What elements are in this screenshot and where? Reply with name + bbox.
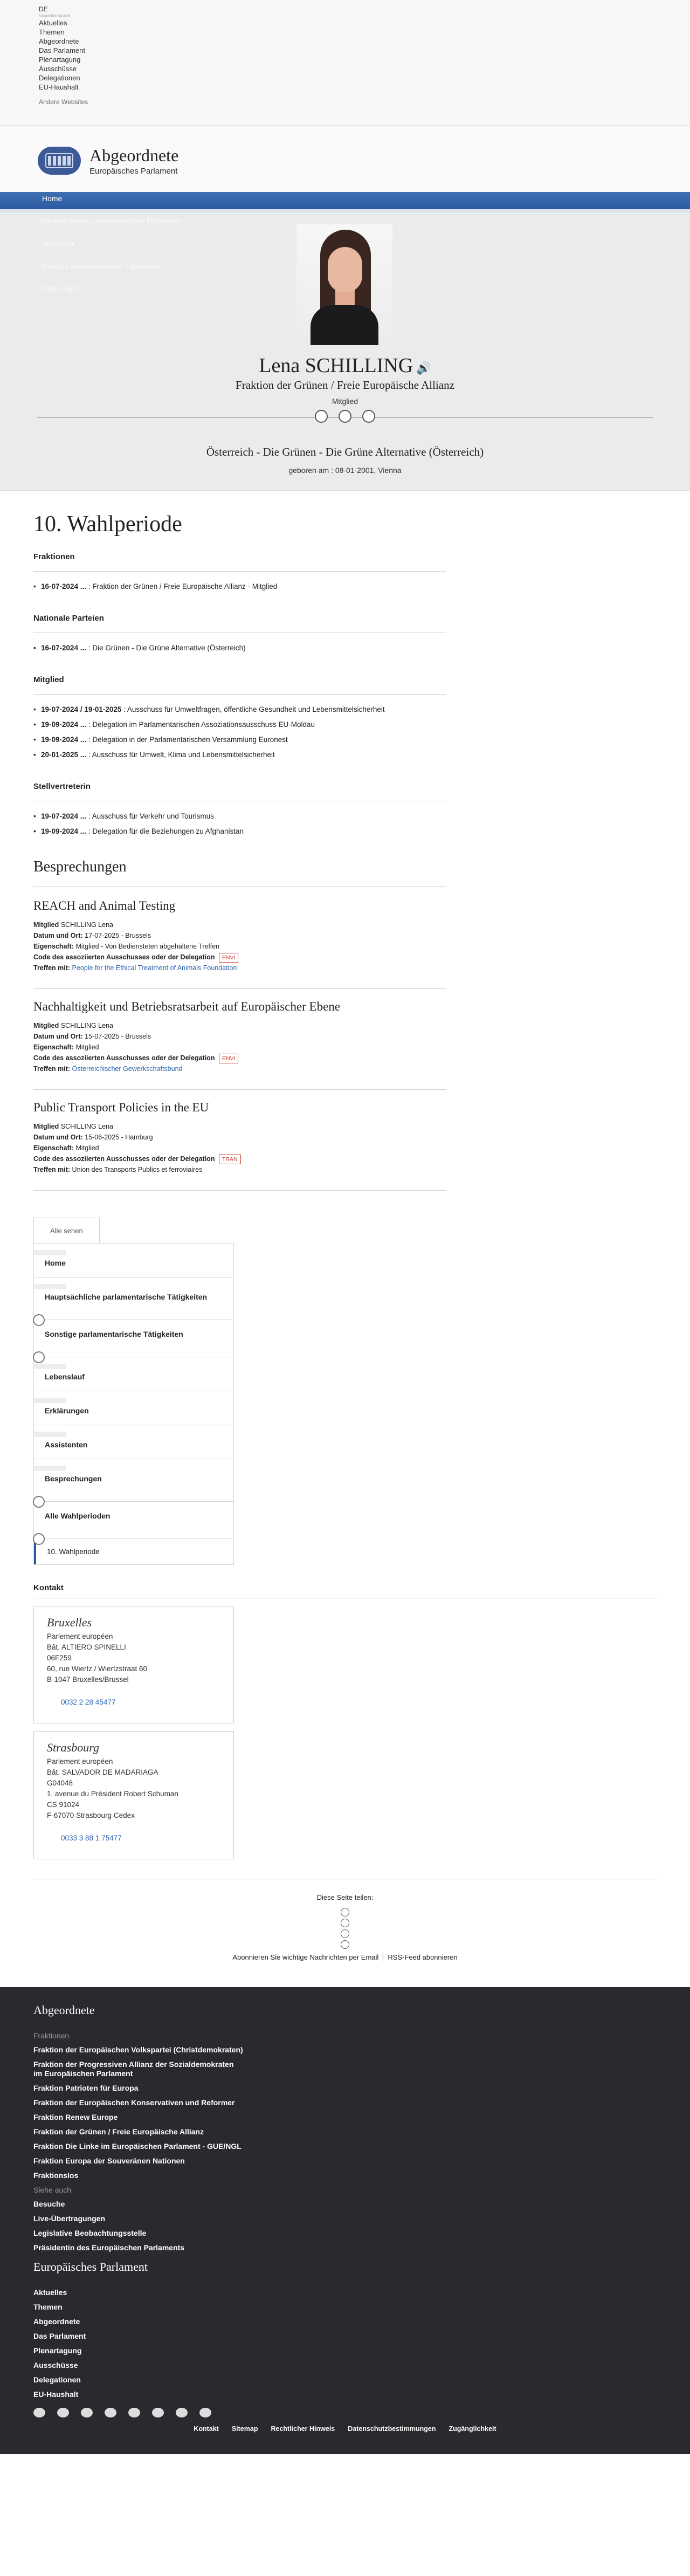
meeting-item	[33, 1101, 446, 1191]
subscribe-rss-link[interactable]: RSS-Feed abonnieren	[388, 1953, 458, 1961]
office-address-line: 60, rue Wiertz / Wiertzstraat 60	[47, 1665, 148, 1673]
meeting-label: Mitglied	[33, 921, 59, 929]
meeting-row	[33, 941, 446, 952]
footer-ep-link[interactable]: Abgeordnete	[33, 2317, 80, 2326]
office-address-line: Bât. SALVADOR DE MADARIAGA	[47, 1768, 158, 1776]
meeting-row	[33, 1153, 446, 1164]
office-address-line: B-1047 Bruxelles/Brussel	[47, 1675, 129, 1684]
footer-faction-link[interactable]: Fraktion der Grünen / Freie Europäische Allianz	[33, 2127, 204, 2136]
item-text: : Ausschuss für Umweltfragen, öffentliche Gesundheit und Lebensmittelsicherheit	[121, 705, 385, 713]
footer-faction-link[interactable]: Fraktion Die Linke im Europäischen Parlament - GUE/NGL	[33, 2142, 242, 2151]
mep-profile-header	[0, 212, 690, 491]
item-text: : Die Grünen - Die Grüne Alternative (Österreich)	[86, 644, 246, 652]
footer-title[interactable]: Abgeordnete	[33, 2003, 95, 2017]
meeting-row	[33, 1031, 446, 1042]
section-item	[33, 717, 446, 732]
section-title: Stellvertreterin	[33, 782, 446, 801]
section-title: Mitglied	[33, 675, 446, 695]
nav-cv[interactable]: Lebenslauf	[34, 1357, 233, 1391]
language-selector[interactable]: DE	[39, 5, 48, 13]
mep-photo	[296, 224, 392, 345]
section-list	[33, 809, 446, 839]
meeting-row	[33, 952, 446, 963]
footer-legal-link[interactable]: Zugänglichkeit	[448, 2425, 496, 2433]
footer-ep-link[interactable]: Aktuelles	[33, 2288, 67, 2297]
section-item	[33, 747, 446, 763]
section-list	[33, 579, 446, 594]
item-date: 16-07-2024 ...	[41, 644, 87, 652]
meeting-date: 17-07-2025 - Brussels	[85, 932, 151, 939]
meeting-date: 15-07-2025 - Brussels	[85, 1033, 151, 1040]
social-icon-2[interactable]	[339, 410, 351, 423]
section-title: Nationale Parteien	[33, 614, 446, 633]
footer-faction-link[interactable]: Fraktion Patrioten für Europa	[33, 2084, 139, 2092]
item-text: : Ausschuss für Umwelt, Klima und Lebensmittelsicherheit	[86, 751, 275, 759]
see-all-tab[interactable]: Alle sehen	[33, 1218, 100, 1244]
footer-see-also-label: Siehe auch	[33, 2186, 72, 2194]
office-address-line: CS 91024	[47, 1801, 80, 1809]
nav-all-terms[interactable]: Alle Wahlperioden	[34, 1502, 233, 1539]
social-icon-1[interactable]	[315, 410, 328, 423]
footer-legal-link[interactable]: Datenschutzbestimmungen	[348, 2425, 436, 2433]
footer-factions-label: Fraktionen	[33, 2031, 70, 2040]
meetings-list	[33, 899, 446, 1191]
office-address-line: Parlement européen	[47, 1757, 113, 1766]
offices-list	[33, 1606, 657, 1859]
meeting-capacity: Mitglied - Von Bediensteten abgehaltene Treffen	[75, 943, 220, 950]
top-menu-item[interactable]: Delegationen	[39, 74, 80, 82]
social-links	[0, 410, 690, 423]
meeting-label: Treffen mit:	[33, 964, 71, 972]
site-footer	[0, 1987, 690, 2454]
item-date: 19-09-2024 ...	[41, 736, 87, 744]
meeting-item	[33, 899, 446, 989]
mep-faction: Fraktion der Grünen / Freie Europäische Allianz	[236, 379, 454, 391]
meeting-row	[33, 1042, 446, 1053]
meeting-member: SCHILLING Lena	[60, 921, 113, 929]
share-block	[33, 1879, 657, 1961]
item-text: : Delegation in der Parlamentarischen Versammlung Euronest	[86, 736, 288, 744]
nav-assistants[interactable]: Assistenten	[34, 1425, 233, 1459]
footer-see-also-link[interactable]: Präsidentin des Europäischen Parlaments	[33, 2243, 185, 2252]
ghost-link-activities[interactable]: Hauptsächliche parlamentarische Tätigkeiten	[41, 217, 181, 225]
main-nav	[0, 192, 690, 209]
divider	[0, 125, 690, 126]
share-icon[interactable]	[341, 1908, 349, 1916]
footer-ep-link[interactable]: Themen	[33, 2303, 63, 2311]
meeting-row	[33, 1020, 446, 1031]
share-icon[interactable]	[341, 1940, 349, 1949]
footer-faction-link[interactable]: Fraktionslos	[33, 2171, 79, 2180]
footer-ep-link[interactable]: Ausschüsse	[33, 2361, 78, 2369]
social-icon[interactable]	[57, 2408, 69, 2417]
office-card	[33, 1606, 234, 1723]
meeting-title: Public Transport Policies in the EU	[33, 1101, 209, 1114]
social-icon[interactable]	[152, 2408, 164, 2417]
item-text: : Ausschuss für Verkehr und Tourismus	[86, 812, 214, 820]
office-phone-link[interactable]: 0032 2 28 45477	[61, 1698, 116, 1706]
share-icon[interactable]	[341, 1929, 349, 1938]
social-icon[interactable]	[81, 2408, 93, 2417]
footer-ep-links	[33, 2288, 657, 2399]
item-date: 19-07-2024 ...	[41, 812, 87, 820]
mep-name-block	[0, 354, 690, 377]
meeting-label: Eigenschaft:	[33, 1144, 74, 1152]
meeting-code: ENVI	[219, 1054, 239, 1063]
item-date: 19-07-2024 / 19-01-2025	[41, 705, 122, 713]
ghost-link-cv[interactable]: Lebenslauf	[41, 239, 75, 248]
footer-factions-list	[33, 2045, 657, 2180]
nav-meetings[interactable]: Besprechungen	[34, 1459, 233, 1502]
footer-legal-link[interactable]: Rechtlicher Hinweis	[271, 2425, 335, 2433]
meeting-code: ENVI	[219, 953, 239, 963]
meeting-date: 15-06-2025 - Hamburg	[85, 1134, 153, 1141]
item-text: : Delegation im Parlamentarischen Assoziationsausschuss EU-Moldau	[86, 720, 315, 729]
section-item	[33, 702, 446, 717]
nav-term-10[interactable]: 10. Wahlperiode	[34, 1539, 233, 1564]
footer-faction-link[interactable]: Fraktion Renew Europe	[33, 2113, 118, 2121]
social-icon[interactable]	[176, 2408, 188, 2417]
expand-circle-icon[interactable]	[33, 1533, 45, 1545]
meeting-row	[33, 930, 446, 941]
nav-main-activities[interactable]: Hauptsächliche parlamentarische Tätigkeiten	[34, 1277, 233, 1320]
footer-see-also-link[interactable]: Legislative Beobachtungsstelle	[33, 2229, 147, 2237]
top-bar	[0, 0, 690, 129]
footer-ep-link[interactable]: Plenartagung	[33, 2346, 82, 2355]
page-title: 10. Wahlperiode	[33, 512, 182, 537]
share-icons	[33, 1908, 657, 1949]
office-city: Bruxelles	[47, 1616, 92, 1629]
social-icon[interactable]	[33, 2408, 45, 2417]
meeting-label: Mitglied	[33, 1022, 59, 1029]
office-address-line: Bât. ALTIERO SPINELLI	[47, 1643, 126, 1651]
footer-faction-link[interactable]: Fraktion Europa der Souveränen Nationen	[33, 2156, 185, 2165]
meeting-title: Nachhaltigkeit und Betriebsratsarbeit auf Europäischer Ebene	[33, 1000, 341, 1013]
section-item	[33, 579, 446, 594]
meeting-row	[33, 1132, 446, 1143]
meeting-row	[33, 1143, 446, 1153]
meeting-with[interactable]: People for the Ethical Treatment of Animals Foundation	[72, 964, 237, 972]
meeting-row	[33, 1053, 446, 1063]
parliament-logo-icon[interactable]	[38, 147, 81, 175]
footer-legal-link[interactable]: Kontakt	[194, 2425, 219, 2433]
footer-ep-link[interactable]: EU-Haushalt	[33, 2390, 79, 2399]
mep-role: Mitglied	[332, 397, 358, 406]
contact-title: Kontakt	[33, 1583, 657, 1598]
office-address-line: Parlement européen	[47, 1632, 113, 1640]
term-sections	[33, 552, 446, 839]
meeting-label: Eigenschaft:	[33, 1043, 74, 1051]
footer-ep-link[interactable]: Das Parlament	[33, 2332, 86, 2340]
item-date: 19-09-2024 ...	[41, 720, 87, 729]
top-menu-item[interactable]: Aktuelles	[39, 19, 67, 27]
office-address-line: F-67070 Strasbourg Cedex	[47, 1811, 135, 1819]
meeting-member: SCHILLING Lena	[60, 1022, 113, 1029]
mep-birth: geboren am : 08-01-2001, Vienna	[288, 466, 402, 475]
section-list	[33, 641, 446, 656]
item-date: 20-01-2025 ...	[41, 751, 87, 759]
footer-legal-link[interactable]: Sitemap	[231, 2425, 258, 2433]
footer-social-icons	[33, 2408, 657, 2417]
language-selected-label: Ausgewählte Sprache	[39, 15, 71, 18]
section-item	[33, 732, 446, 747]
social-icon[interactable]	[128, 2408, 140, 2417]
nav-home-link[interactable]: Home	[42, 194, 63, 203]
item-date: 16-07-2024 ...	[41, 582, 87, 590]
meeting-row	[33, 963, 446, 973]
footer-ep-title[interactable]: Europäisches Parlament	[33, 2260, 148, 2273]
footer-faction-link[interactable]: Fraktion der Europäischen Konservativen und Reformer	[33, 2098, 235, 2107]
office-phone-link[interactable]: 0033 3 88 1 75477	[61, 1834, 122, 1842]
site-subtitle: Europäisches Parlament	[89, 167, 178, 176]
meeting-with[interactable]: Österreichischer Gewerkschaftsbund	[72, 1065, 183, 1073]
mep-name: Lena SCHILLING	[259, 354, 413, 377]
share-title: Diese Seite teilen:	[316, 1893, 374, 1901]
meeting-row	[33, 1121, 446, 1132]
meeting-label: Datum und Ort:	[33, 1134, 83, 1141]
top-menu-item[interactable]: Abgeordnete	[39, 37, 79, 45]
meeting-label: Eigenschaft:	[33, 943, 74, 950]
section-item	[33, 824, 446, 839]
footer-see-also-list	[33, 2200, 657, 2252]
item-date: 19-09-2024 ...	[41, 827, 87, 835]
section-title: Fraktionen	[33, 552, 446, 572]
top-menu-item[interactable]: Ausschüsse	[39, 65, 77, 73]
item-text: : Fraktion der Grünen / Freie Europäische Allianz - Mitglied	[86, 582, 278, 590]
meeting-capacity: Mitglied	[75, 1144, 99, 1152]
item-text: : Delegation für die Beziehungen zu Afghanistan	[86, 827, 244, 835]
meeting-code: TRAN	[219, 1155, 241, 1164]
site-header	[0, 129, 690, 192]
subscribe-email-link[interactable]: Abonnieren Sie wichtige Nachrichten per Email	[232, 1953, 379, 1961]
top-menu-item[interactable]: Themen	[39, 28, 65, 36]
meeting-label: Code des assoziierten Ausschusses oder der Delegation	[33, 953, 215, 961]
meeting-item	[33, 1000, 446, 1090]
office-city: Strasbourg	[47, 1741, 99, 1754]
social-icon[interactable]	[105, 2408, 116, 2417]
meeting-title: REACH and Animal Testing	[33, 899, 176, 912]
social-icon-3[interactable]	[362, 410, 375, 423]
office-card	[33, 1731, 234, 1859]
section-list	[33, 702, 446, 763]
office-address-line: 1, avenue du Président Robert Schuman	[47, 1790, 178, 1798]
ghost-link-other[interactable]: Sonstige parlamentarische Tätigkeiten	[41, 262, 160, 270]
footer-ep-link[interactable]: Delegationen	[33, 2375, 81, 2384]
office-address-line: G04048	[47, 1779, 73, 1787]
section-item	[33, 809, 446, 824]
top-menu-item[interactable]: Das Parlament	[39, 46, 85, 54]
meeting-row	[33, 919, 446, 930]
main-content	[0, 491, 480, 1565]
meeting-row	[33, 1164, 446, 1175]
footer-legal-links	[33, 2425, 657, 2433]
speaker-icon[interactable]: 🔊	[416, 361, 431, 375]
meeting-member: SCHILLING Lena	[60, 1123, 113, 1130]
meeting-label: Datum und Ort:	[33, 1033, 83, 1040]
nav-other-activities[interactable]: Sonstige parlamentarische Tätigkeiten	[34, 1320, 233, 1357]
contact-section	[0, 1583, 690, 1961]
share-icon[interactable]	[341, 1919, 349, 1927]
top-menu	[39, 18, 651, 92]
footer-see-also-link[interactable]: Live-Übertragungen	[33, 2214, 106, 2223]
activity-nav	[33, 1243, 234, 1565]
nav-home[interactable]: Home	[34, 1244, 233, 1277]
meeting-label: Code des assoziierten Ausschusses oder der Delegation	[33, 1054, 215, 1062]
meeting-with: Union des Transports Publics et ferroviaires	[72, 1166, 203, 1173]
top-menu-item[interactable]: Plenartagung	[39, 56, 81, 64]
footer-faction-link[interactable]: Fraktion der Europäischen Volkspartei (Christdemokraten)	[33, 2045, 243, 2054]
nav-declarations[interactable]: Erklärungen	[34, 1391, 233, 1425]
social-icon[interactable]	[199, 2408, 211, 2417]
meeting-label: Code des assoziierten Ausschusses oder der Delegation	[33, 1155, 215, 1163]
meeting-label: Treffen mit:	[33, 1166, 71, 1173]
meeting-label: Mitglied	[33, 1123, 59, 1130]
footer-faction-link[interactable]: Fraktion der Progressiven Allianz der Sozialdemokraten im Europäischen Parlament	[33, 2060, 234, 2078]
mep-national-party: Österreich - Die Grünen - Die Grüne Alternative (Österreich)	[206, 445, 484, 458]
other-websites-link[interactable]: Andere Websites	[39, 98, 88, 106]
section-item	[33, 641, 446, 656]
top-menu-item[interactable]: EU-Haushalt	[39, 83, 79, 91]
meeting-label: Treffen mit:	[33, 1065, 71, 1073]
footer-see-also-link[interactable]: Besuche	[33, 2200, 65, 2208]
office-address-line: 06F259	[47, 1654, 72, 1662]
meeting-row	[33, 1063, 446, 1074]
ghost-link-declarations[interactable]: Erklärungen	[41, 285, 79, 293]
meeting-capacity: Mitglied	[75, 1043, 99, 1051]
meetings-title: Besprechungen	[33, 858, 446, 887]
meeting-label: Datum und Ort:	[33, 932, 83, 939]
site-title[interactable]: Abgeordnete	[89, 146, 179, 165]
